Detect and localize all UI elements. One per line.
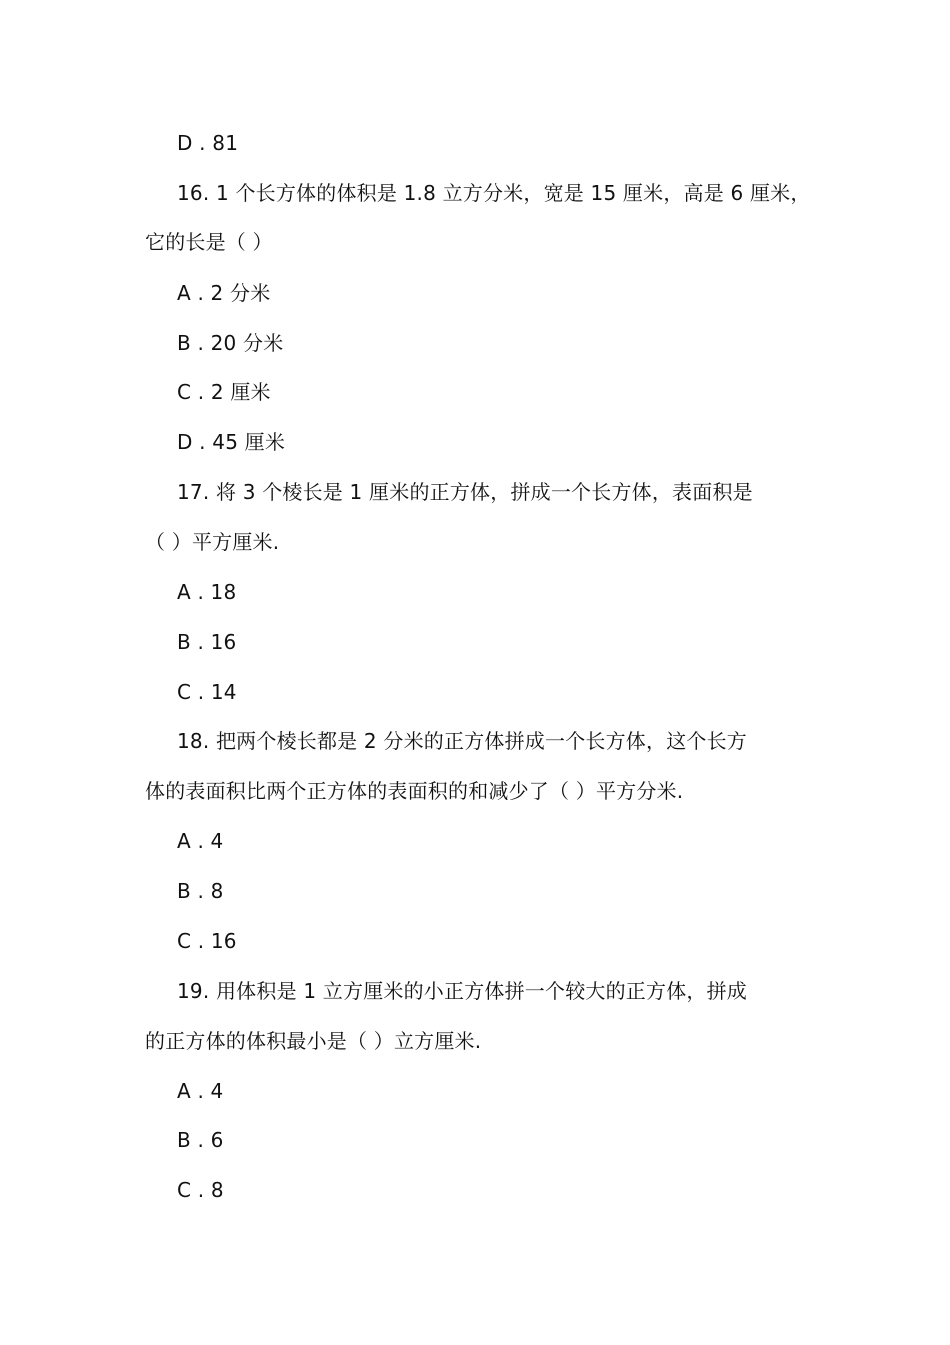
option-line: C . 14	[177, 680, 237, 704]
question-18-cont: 体的表面积比两个正方体的表面积的和减少了（ ）平方分米.	[145, 779, 684, 803]
question-19-cont: 的正方体的体积最小是（ ）立方厘米.	[145, 1029, 482, 1053]
option-line: A . 2 分米	[177, 281, 271, 305]
option-line: B . 8	[177, 879, 224, 903]
question-18: 18. 把两个棱长都是 2 分米的正方体拼成一个长方体，这个长方	[177, 729, 748, 753]
option-line: B . 6	[177, 1128, 224, 1152]
option-line: C . 16	[177, 929, 237, 953]
question-16: 16. 1 个长方体的体积是 1.8 立方分米，宽是 15 厘米，高是 6 厘米，	[177, 181, 811, 205]
question-17-cont: （ ）平方厘米.	[145, 530, 280, 554]
question-19: 19. 用体积是 1 立方厘米的小正方体拼一个较大的正方体，拼成	[177, 979, 748, 1003]
option-line: A . 4	[177, 1079, 224, 1103]
option-line: B . 20 分米	[177, 331, 284, 355]
option-line: D . 45 厘米	[177, 430, 286, 454]
option-line: C . 2 厘米	[177, 380, 271, 404]
question-16-cont: 它的长是（ ）	[145, 230, 273, 254]
option-line: A . 18	[177, 580, 237, 604]
question-17: 17. 将 3 个棱长是 1 厘米的正方体，拼成一个长方体，表面积是	[177, 480, 753, 504]
option-line: C . 8	[177, 1178, 224, 1202]
option-line: D . 81	[177, 131, 239, 155]
option-line: B . 16	[177, 630, 237, 654]
option-line: A . 4	[177, 829, 224, 853]
